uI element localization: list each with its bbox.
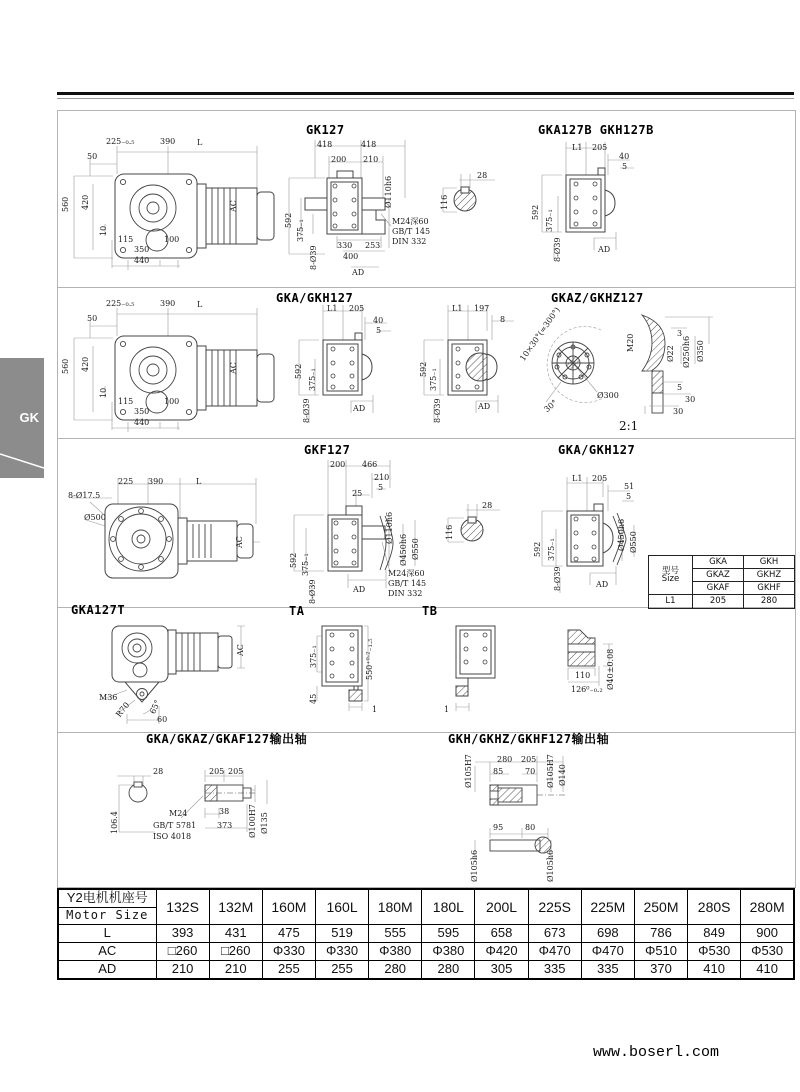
size-cell: GKAF — [693, 582, 744, 595]
dim-label: 10 — [99, 225, 108, 236]
motor-cell: 555 — [369, 925, 422, 943]
dim-label: 418 — [317, 140, 333, 149]
motor-header-en: Motor Size — [66, 908, 149, 923]
motor-cell: 673 — [528, 925, 581, 943]
dim-label: 8-Ø39 — [302, 398, 311, 423]
dim-label: 8-Ø39 — [309, 245, 318, 270]
title-gka-gkh127-b: GKA/GKH127 — [558, 443, 636, 457]
scale-note: 2:1 — [619, 419, 639, 433]
dim-label: Ø40±0.08 — [606, 648, 615, 690]
ta-drawing — [310, 610, 446, 728]
dim-label: 418 — [361, 140, 377, 149]
dim-label: 253 — [365, 241, 381, 250]
dim-label: 466 — [362, 460, 378, 469]
dim-label: AC — [235, 536, 244, 548]
dim-label: L1 — [572, 474, 583, 483]
size-cell: GKHZ — [744, 569, 795, 582]
dim-label: 115 — [118, 235, 134, 244]
output-shaft-a-drawing — [95, 746, 323, 864]
dim-label: 375₋₁ — [296, 219, 305, 242]
motor-cell: 410 — [688, 961, 741, 980]
dim-label: 5 — [626, 492, 632, 501]
motor-col-header: 132S — [156, 889, 209, 925]
dim-label: 390 — [160, 299, 176, 308]
dim-label: AC — [229, 200, 238, 212]
table-row — [58, 925, 794, 943]
dim-label: 85 — [493, 767, 504, 776]
dim-label: Ø450h6 — [399, 533, 408, 566]
dim-label: 38 — [219, 807, 230, 816]
dim-label: 205 — [228, 767, 244, 776]
dim-label: 330 — [337, 241, 353, 250]
title-gkf127: GKF127 — [304, 443, 351, 457]
panel-shaft-section-2 — [440, 494, 510, 558]
dim-label: 205 — [209, 767, 225, 776]
motor-cell: Φ510 — [634, 943, 687, 961]
dim-label: 8-Ø39 — [553, 237, 562, 262]
dim-label: Ø550 — [411, 538, 420, 560]
dim-label: 205 — [349, 304, 365, 313]
dim-label: DIN 332 — [388, 589, 423, 598]
dim-label: 440 — [134, 256, 150, 265]
dim-label: 45 — [309, 693, 318, 704]
motor-cell: Φ530 — [741, 943, 794, 961]
panel-gk127-side — [60, 136, 290, 278]
dim-label: AD — [353, 585, 366, 594]
motor-col-header: 280M — [741, 889, 794, 925]
dim-label: 375₋₁ — [308, 368, 317, 391]
motor-cell: 210 — [156, 961, 209, 980]
size-cell: GKH — [744, 556, 795, 569]
dim-label: Ø500 — [84, 513, 106, 522]
dim-label: Ø110h6 — [384, 175, 393, 208]
title-gka127t: GKA127T — [71, 603, 126, 617]
dim-label: 5 — [376, 326, 382, 335]
motor-cell: 280 — [422, 961, 475, 980]
dim-label: 592 — [531, 204, 540, 220]
dim-label: 373 — [217, 821, 233, 830]
motor-col-header: 225S — [528, 889, 581, 925]
panel-ta — [310, 610, 446, 728]
panel-gka-gkh127-side — [60, 298, 290, 440]
dim-label: 210 — [374, 473, 390, 482]
dim-label: 126⁰₋₀.₂ — [571, 685, 603, 694]
motor-col-header: 180M — [369, 889, 422, 925]
dim-label: L — [196, 477, 202, 486]
motor-cell: Φ470 — [528, 943, 581, 961]
dim-label: 200 — [331, 155, 347, 164]
panel-gka127t — [65, 610, 305, 728]
dim-label: 592 — [289, 552, 298, 568]
dim-label: 28 — [153, 767, 164, 776]
motor-size-table — [57, 888, 795, 980]
dim-label: 28 — [482, 501, 493, 510]
dim-label: M36 — [99, 693, 118, 702]
motor-cell: 280 — [369, 961, 422, 980]
size-table-header — [649, 556, 693, 595]
motor-cell: 900 — [741, 925, 794, 943]
motor-cell: Φ330 — [262, 943, 315, 961]
motor-cell: 335 — [581, 961, 634, 980]
title-output-shaft-a: GKA/GKAZ/GKAF127输出轴 — [146, 732, 308, 746]
motor-cell: 698 — [581, 925, 634, 943]
title-output-shaft-h: GKH/GKHZ/GKHF127输出轴 — [448, 732, 610, 746]
dim-label: R70 — [114, 700, 132, 719]
dim-label: M24 — [169, 809, 188, 818]
dim-label: 197 — [474, 304, 490, 313]
motor-cell: 786 — [634, 925, 687, 943]
panel-gka-gkh127-flange — [530, 461, 666, 605]
panel-shaft-section-1 — [437, 162, 499, 224]
dim-label: L — [197, 138, 203, 147]
motor-cell: 658 — [475, 925, 528, 943]
table-row — [58, 943, 794, 961]
dim-label: 375₋₁ — [545, 209, 554, 232]
sidebar-tab-label: GK — [19, 410, 39, 425]
dim-label: 40 — [619, 152, 630, 161]
dim-label: 205 — [592, 474, 608, 483]
dim-label: Ø22 — [666, 345, 675, 362]
dim-label: GB/T 5781 — [153, 821, 197, 830]
dim-label: Ø105h6 — [470, 849, 479, 882]
dim-label: M20 — [626, 333, 635, 352]
dim-label: 1 — [372, 705, 378, 714]
dim-label: 440 — [134, 418, 150, 427]
dim-label: 60 — [157, 715, 168, 724]
dim-label: 110 — [575, 671, 591, 680]
dim-label: 70 — [525, 767, 536, 776]
panel-gka-gkh127-front — [295, 303, 425, 437]
header-rule-thick — [57, 92, 794, 95]
dim-label: AD — [478, 402, 491, 411]
dim-label: 8-Ø17.5 — [68, 491, 101, 500]
dim-label: Ø105h6 — [546, 849, 555, 882]
dim-label: 225₋₀.₅ — [106, 299, 135, 308]
motor-col-header: 160L — [315, 889, 368, 925]
dim-label: 1 — [444, 705, 450, 714]
dim-label: Ø100H7 — [248, 804, 257, 838]
motor-cell: □260 — [209, 943, 262, 961]
dim-label: AD — [353, 404, 366, 413]
dim-label: 350 — [134, 245, 150, 254]
motor-col-header: 200L — [475, 889, 528, 925]
dim-label: 106.4 — [110, 811, 119, 834]
panel-gkaz-detail — [513, 306, 719, 440]
dim-label: 560 — [61, 196, 70, 212]
dim-label: 592 — [284, 212, 293, 228]
dim-label: 116 — [445, 524, 454, 540]
dim-label: 116 — [440, 194, 449, 210]
motor-row-label: AC — [58, 943, 156, 961]
dim-label: GB/T 145 — [392, 227, 431, 236]
motor-col-header: 180L — [422, 889, 475, 925]
motor-header-cn: Y2电机机座号 — [59, 890, 156, 908]
motor-cell: Φ380 — [422, 943, 475, 961]
dim-label: 225₋₀.₅ — [106, 137, 135, 146]
motor-cell: 305 — [475, 961, 528, 980]
size-header-cn: 型号 — [661, 565, 679, 576]
motor-cell: 849 — [688, 925, 741, 943]
title-gk127: GK127 — [306, 123, 345, 137]
dim-label: 560 — [61, 358, 70, 374]
motor-cell: 335 — [528, 961, 581, 980]
sidebar-tab-gk — [0, 358, 44, 478]
dim-label: 40 — [373, 316, 384, 325]
header-rule-thin — [57, 98, 794, 99]
motor-cell: Φ420 — [475, 943, 528, 961]
dim-label: 592 — [419, 361, 428, 377]
panel-output-shaft-h — [445, 746, 587, 888]
dim-label: 5 — [622, 162, 628, 171]
size-cell: GKHF — [744, 582, 795, 595]
dim-label: 10 — [99, 387, 108, 398]
panel-tb — [442, 610, 560, 728]
dim-label: AC — [236, 644, 245, 656]
motor-row-label: AD — [58, 961, 156, 980]
dim-label: 375₋₁ — [547, 538, 556, 561]
dim-label: DIN 332 — [392, 237, 427, 246]
website-url: www.boserl.com — [593, 1044, 720, 1061]
dim-label: 115 — [118, 397, 134, 406]
motor-table-header — [58, 889, 156, 925]
motor-cell: 255 — [262, 961, 315, 980]
motor-cell: 410 — [741, 961, 794, 980]
dim-label: 280 — [497, 755, 513, 764]
motor-cell: 519 — [315, 925, 368, 943]
dim-label: Ø105H7 — [464, 754, 473, 788]
dim-label: L1 — [327, 304, 338, 313]
dim-label: Ø135 — [260, 812, 269, 834]
dim-label: 95 — [493, 823, 504, 832]
motor-cell: 475 — [262, 925, 315, 943]
motor-row-label: L — [58, 925, 156, 943]
dim-label: 28 — [477, 171, 488, 180]
dim-label: 8-Ø39 — [433, 398, 442, 423]
dim-label: Ø550 — [629, 531, 638, 553]
dim-label: 8-Ø39 — [553, 566, 562, 591]
dim-label: Ø350 — [696, 340, 705, 362]
dim-label: Ø450h6 — [617, 518, 626, 551]
gka127t-drawing — [65, 610, 305, 728]
size-cell: GKA — [693, 556, 744, 569]
dim-label: 65° — [148, 698, 163, 716]
dim-label: AD — [598, 245, 611, 254]
dim-label: M24深60 — [388, 569, 425, 578]
dim-label: 50 — [87, 152, 98, 161]
dim-label: 10×30°(=300°) — [518, 305, 562, 363]
dim-label: GB/T 145 — [388, 579, 427, 588]
dim-label: 80 — [525, 823, 536, 832]
dim-label: AD — [352, 268, 365, 277]
dim-label: Ø140 — [558, 764, 567, 786]
panel-bushing-detail — [555, 610, 673, 724]
dim-label: L1 — [572, 143, 583, 152]
dim-label: 100 — [164, 235, 180, 244]
gkf-side-drawing — [60, 462, 308, 604]
dim-label: 51 — [624, 482, 635, 491]
title-tb: TB — [422, 604, 438, 618]
shaft-section-drawing — [437, 162, 499, 224]
size-table — [648, 555, 795, 609]
motor-col-header: 250M — [634, 889, 687, 925]
motor-cell: 210 — [209, 961, 262, 980]
dim-label: 400 — [343, 252, 359, 261]
dim-label: 592 — [294, 363, 303, 379]
tb-drawing — [442, 610, 560, 728]
dim-label: 592 — [533, 541, 542, 557]
dim-label: Ø110h6 — [385, 511, 394, 544]
motor-cell: 393 — [156, 925, 209, 943]
title-gka-gkh127: GKA/GKH127 — [276, 291, 354, 305]
title-gka127b-gkh127b: GKA127B GKH127B — [538, 123, 654, 137]
dim-label: 200 — [330, 460, 346, 469]
dim-label: 390 — [148, 477, 164, 486]
motor-cell: Φ380 — [369, 943, 422, 961]
dim-label: 550⁺⁰·²₋₁.₅ — [365, 638, 374, 680]
dim-label: Ø105H7 — [546, 754, 555, 788]
dim-label: 420 — [81, 194, 90, 210]
panel-output-shaft-a — [95, 746, 323, 864]
dim-label: 350 — [134, 407, 150, 416]
motor-col-header: 225M — [581, 889, 634, 925]
motor-col-header: 132M — [209, 889, 262, 925]
dim-label: ISO 4018 — [153, 832, 192, 841]
dim-label: L — [197, 300, 203, 309]
motor-cell: 595 — [422, 925, 475, 943]
motor-cell: 255 — [315, 961, 368, 980]
size-cell: GKAZ — [693, 569, 744, 582]
dim-label: AD — [596, 580, 609, 589]
motor-cell: □260 — [156, 943, 209, 961]
dim-label: 30 — [685, 395, 696, 404]
dim-label: 8-Ø39 — [308, 579, 317, 604]
motor-cell: 431 — [209, 925, 262, 943]
size-cell: 280 — [744, 595, 795, 609]
dim-label: 375₋₁ — [429, 368, 438, 391]
dim-label: 390 — [160, 137, 176, 146]
dim-label: 210 — [363, 155, 379, 164]
dim-label: M24深60 — [392, 217, 429, 226]
table-row — [58, 961, 794, 980]
dim-label: Ø250h6 — [682, 335, 691, 368]
dim-label: 375₋₁ — [309, 645, 318, 668]
dim-label: 8 — [500, 315, 506, 324]
dim-label: 3 — [677, 329, 683, 338]
dim-label: L1 — [452, 304, 463, 313]
motor-col-header: 280S — [688, 889, 741, 925]
dim-label: 25 — [352, 489, 363, 498]
size-cell-l1: L1 — [649, 595, 693, 609]
dim-label: 420 — [81, 356, 90, 372]
motor-cell: Φ470 — [581, 943, 634, 961]
panel-gkf127-side — [60, 462, 308, 604]
motor-cell: Φ530 — [688, 943, 741, 961]
motor-col-header: 160M — [262, 889, 315, 925]
dim-label: Ø300 — [597, 391, 619, 400]
dim-label: 375₋₁ — [301, 553, 310, 576]
dim-label: 5 — [378, 483, 384, 492]
dim-label: 205 — [521, 755, 537, 764]
size-cell: 205 — [693, 595, 744, 609]
panel-gka127b — [520, 138, 670, 286]
motor-cell: 370 — [634, 961, 687, 980]
dim-label: 225 — [118, 477, 134, 486]
dim-label: AC — [229, 362, 238, 374]
title-gkaz-gkhz127: GKAZ/GKHZ127 — [551, 291, 644, 305]
dim-label: 30 — [673, 407, 684, 416]
title-ta: TA — [289, 604, 305, 618]
motor-cell: Φ330 — [315, 943, 368, 961]
size-header-en: Size — [661, 574, 680, 584]
dim-label: 100 — [164, 397, 180, 406]
dim-label: 5 — [677, 383, 683, 392]
dim-label: 30° — [542, 398, 560, 415]
dim-label: 205 — [592, 143, 608, 152]
dim-label: 50 — [87, 314, 98, 323]
